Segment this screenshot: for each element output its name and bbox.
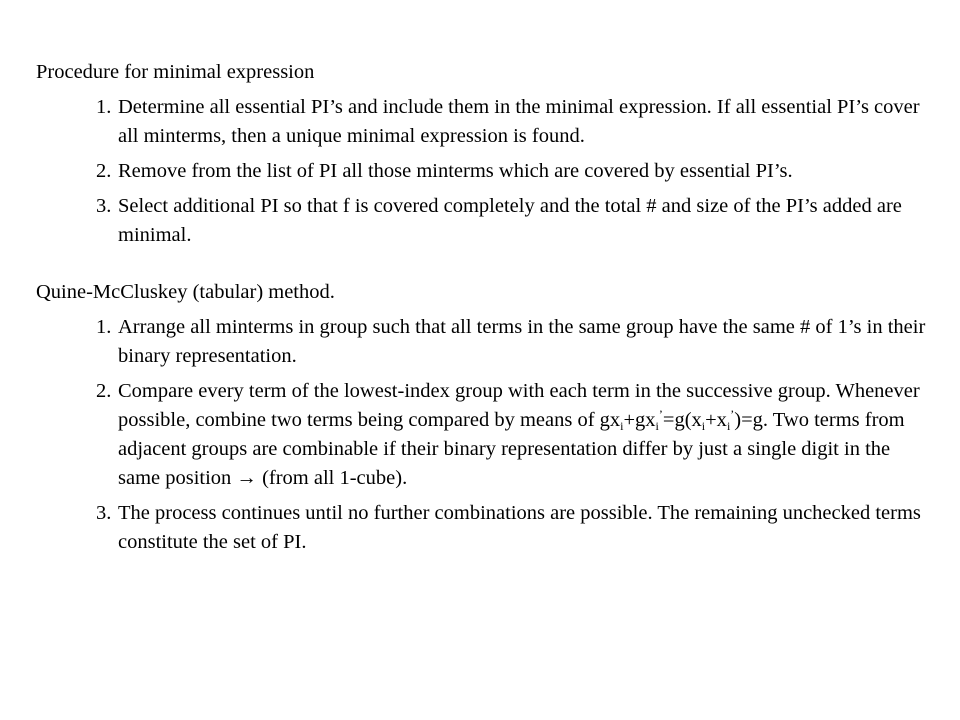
formula-part: gx: [599, 409, 621, 431]
step-text: Arrange all minterms in group such that all terms in the same group have the same # of 1’s in their binary representation.: [118, 316, 926, 367]
right-arrow-icon: →: [236, 467, 257, 489]
step-text: Determine all essential PI’s and include them in the minimal expression. If all essential PI’s cover all minterms, then a unique minimal expression is found.: [118, 96, 920, 147]
step-number: 2.: [96, 380, 112, 402]
formula-part: )=g.: [734, 409, 769, 431]
step-text: The process continues until no further combinations are possible. The remaining unchecked terms constitute the set of PI.: [118, 502, 921, 553]
formula-part: +x: [705, 409, 727, 431]
qm-step-3: [96, 499, 926, 557]
qm-step-2: [96, 377, 926, 493]
slide-content: [36, 58, 926, 557]
step-text-part: Two terms from adjacent groups are combinable if their binary representation differ by just a single digit in the same position: [118, 409, 905, 489]
step-text-part: (from all 1-cube).: [256, 467, 408, 489]
procedure-step-1: [96, 93, 926, 151]
step-text-part: Compare every term of the lowest-index group with each term in the successive group. Whenever possible, combine two terms being compared by means of: [118, 380, 920, 431]
procedure-step-3: [96, 192, 926, 250]
formula-prime: ’: [658, 407, 663, 421]
step-text: [118, 377, 926, 493]
section-spacer: [36, 250, 926, 278]
step-number: 1.: [96, 96, 112, 118]
section-heading-procedure: Procedure for minimal expression: [36, 61, 315, 83]
step-number: 3.: [96, 502, 112, 524]
step-number: 3.: [96, 195, 112, 217]
step-text: Select additional PI so that f is covered completely and the total # and size of the PI’s added are minimal.: [118, 195, 902, 246]
formula-subscript: i: [701, 419, 706, 433]
formula-part: +gx: [623, 409, 656, 431]
formula-subscript: i: [726, 419, 731, 433]
combination-formula: [600, 409, 768, 431]
formula-subscript: i: [620, 419, 624, 433]
step-text: Remove from the list of PI all those minterms which are covered by essential PI’s.: [118, 160, 793, 182]
step-number: 2.: [96, 160, 112, 182]
section-heading-quine-mccluskey: Quine-McCluskey (tabular) method.: [36, 281, 335, 303]
formula-part: =g(x: [662, 409, 702, 431]
procedure-step-2: [96, 157, 926, 186]
formula-subscript: i: [655, 419, 659, 433]
qm-step-1: [96, 313, 926, 371]
step-number: 1.: [96, 316, 112, 338]
formula-prime: ’: [730, 407, 735, 421]
